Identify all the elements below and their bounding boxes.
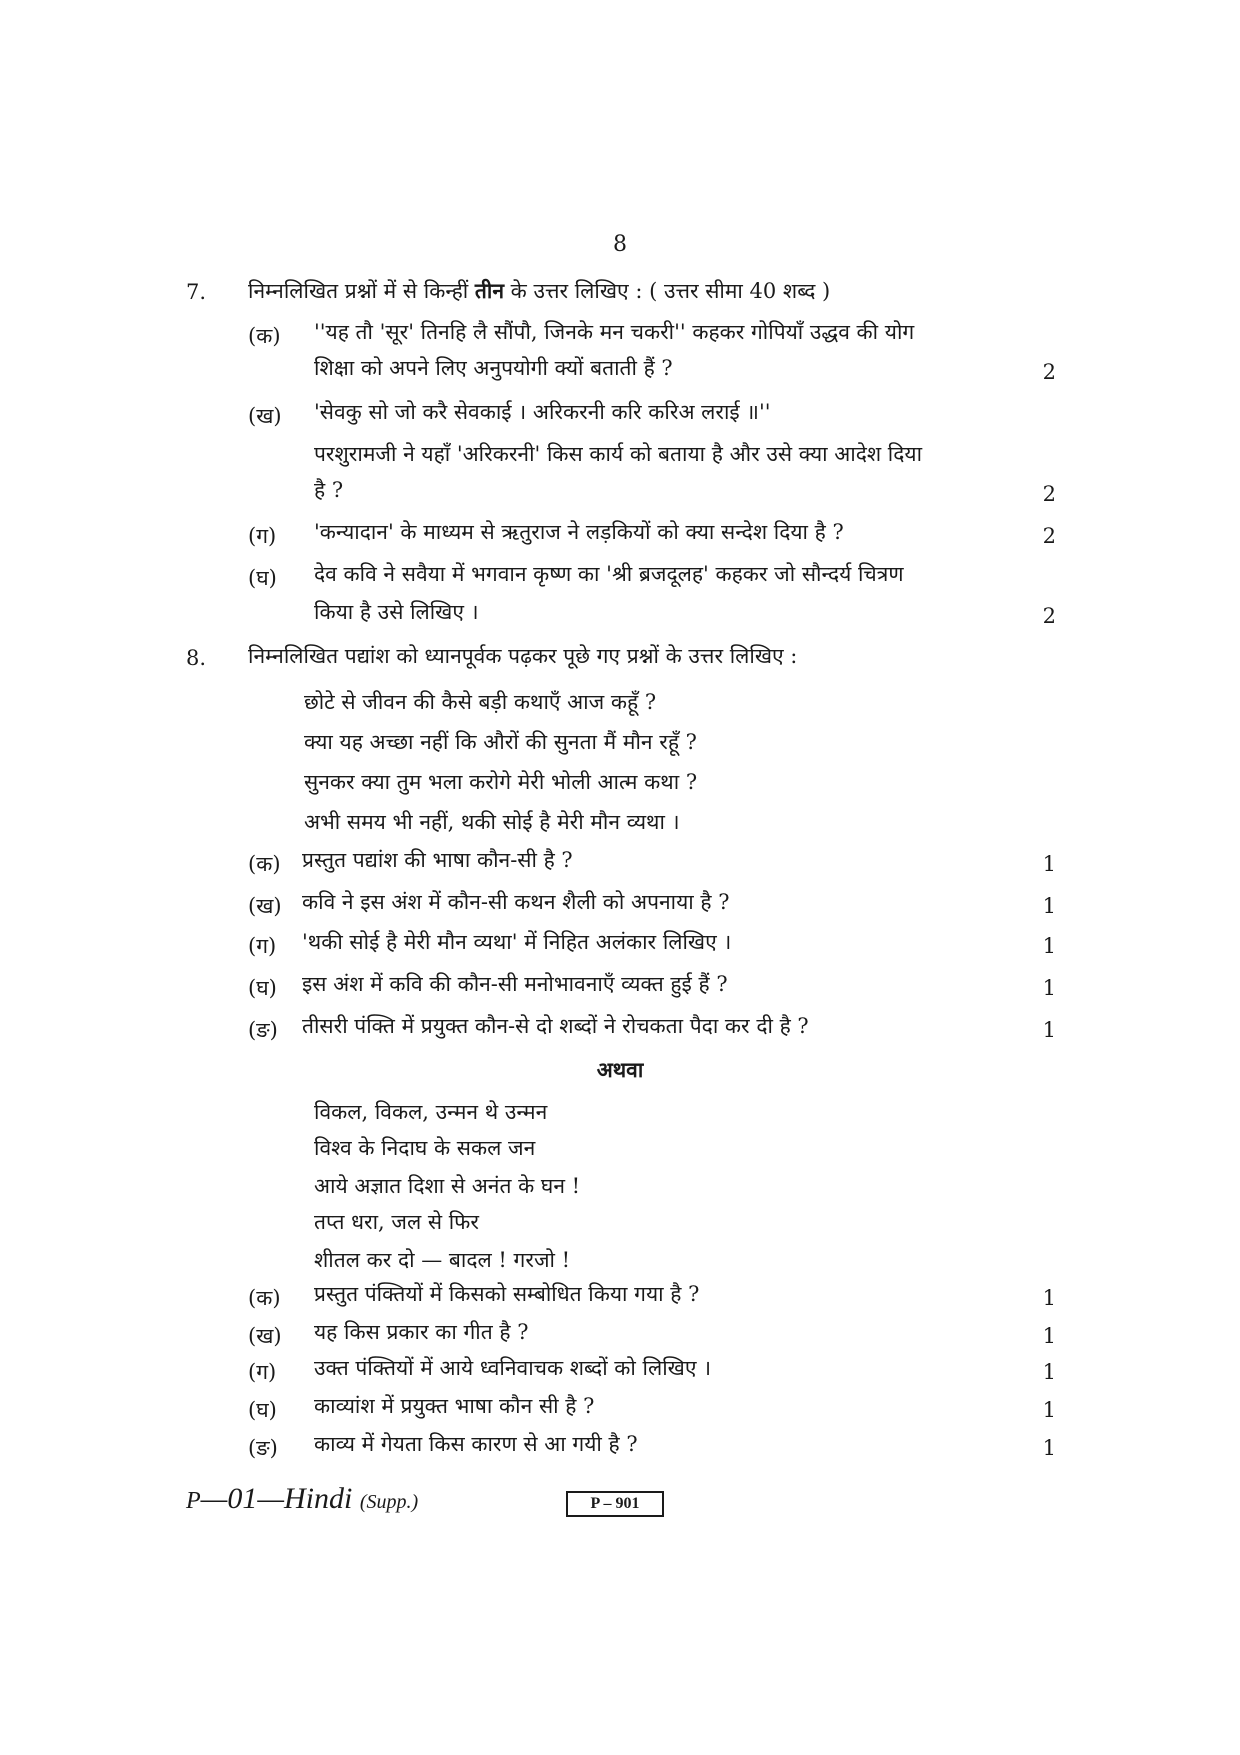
q8-part-nga-text: तीसरी पंक्ति में प्रयुक्त कौन-से दो शब्दों ने रोचकता पैदा कर दी है ? — [302, 1014, 809, 1038]
q8-part-kha-text: कवि ने इस अंश में कौन-सी कथन शैली को अपनाया है ? — [302, 890, 730, 914]
question-7-instruction: निम्नलिखित प्रश्नों में से किन्हीं तीन के उत्तर लिखिए : ( उत्तर सीमा 40 शब्द ) — [248, 278, 831, 303]
q7-part-ka-line2: शिक्षा को अपने लिए अनुपयोगी क्यों बताती हैं ? — [314, 356, 673, 380]
q8-part-kha-marks: 1 — [1042, 894, 1056, 918]
q8-poem-line: सुनकर क्या तुम भला करोगे मेरी भोली आत्म कथा ? — [304, 770, 698, 794]
q7-part-gha-line2: किया है उसे लिखिए । — [314, 600, 479, 624]
q8-alt-part-gha-label: (घ) — [248, 1398, 277, 1422]
q8-poem-line: क्या यह अच्छा नहीं कि औरों की सुनता मैं मौन रहूँ ? — [304, 730, 697, 754]
q8-alt-part-kha-text: यह किस प्रकार का गीत है ? — [314, 1320, 529, 1344]
q8-alt-part-ga-label: (ग) — [248, 1360, 277, 1384]
q7-part-gha-marks: 2 — [1042, 604, 1056, 628]
q8-poem-line: छोटे से जीवन की कैसे बड़ी कथाएँ आज कहूँ ? — [304, 690, 657, 714]
q7-part-kha-line3: है ? — [314, 478, 344, 502]
q8-alt-part-gha-text: काव्यांश में प्रयुक्त भाषा कौन सी है ? — [314, 1394, 595, 1418]
q7-part-ga-label: (ग) — [248, 524, 277, 548]
q7-part-ka-line1: ''यह तौ 'सूर' तिनहि लै सौंपौ, जिनके मन चकरी'' कहकर गोपियाँ उद्धव की योग — [314, 320, 915, 344]
q7-part-kha-label: (ख) — [248, 404, 282, 428]
page-number: 8 — [613, 232, 627, 257]
q8-alt-part-ka-text: प्रस्तुत पंक्तियों में किसको सम्बोधित किया गया है ? — [314, 1282, 700, 1306]
q8-part-nga-label: (ङ) — [248, 1018, 278, 1042]
q8-alt-poem-line: आये अज्ञात दिशा से अनंत के घन ! — [314, 1174, 581, 1198]
q8-part-ga-label: (ग) — [248, 934, 277, 958]
q7-part-gha-label: (घ) — [248, 566, 277, 590]
q8-part-gha-text: इस अंश में कवि की कौन-सी मनोभावनाएँ व्यक्त हुई हैं ? — [302, 972, 728, 996]
q8-alt-part-ka-label: (क) — [248, 1286, 281, 1310]
question-8-number: 8. — [186, 646, 207, 670]
q8-part-ka-label: (क) — [248, 852, 281, 876]
q8-part-nga-marks: 1 — [1042, 1018, 1056, 1042]
q7-part-ka-marks: 2 — [1042, 360, 1056, 384]
q8-part-ga-text: 'थकी सोई है मेरी मौन व्यथा' में निहित अलंकार लिखिए । — [302, 930, 732, 954]
q8-part-gha-label: (घ) — [248, 976, 277, 1000]
paper-code: P—01—Hindi (Supp.) — [186, 1482, 419, 1515]
q8-alt-part-kha-marks: 1 — [1042, 1324, 1056, 1348]
q7-part-gha-line1: देव कवि ने सवैया में भगवान कृष्ण का 'श्री ब्रजदूलह' कहकर जो सौन्दर्य चित्रण — [314, 562, 904, 586]
q8-part-ga-marks: 1 — [1042, 934, 1056, 958]
q8-alt-part-kha-label: (ख) — [248, 1324, 282, 1348]
q8-alt-part-nga-text: काव्य में गेयता किस कारण से आ गयी है ? — [314, 1432, 638, 1456]
question-8-instruction: निम्नलिखित पद्यांश को ध्यानपूर्वक पढ़कर पूछे गए प्रश्नों के उत्तर लिखिए : — [248, 644, 798, 668]
q7-part-kha-marks: 2 — [1042, 482, 1056, 506]
q8-part-kha-label: (ख) — [248, 894, 282, 918]
q8-part-gha-marks: 1 — [1042, 976, 1056, 1000]
q8-alt-poem-line: शीतल कर दो — बादल ! गरजो ! — [314, 1248, 571, 1272]
q7-part-kha-line2: परशुरामजी ने यहाँ 'अरिकरनी' किस कार्य को बताया है और उसे क्या आदेश दिया — [314, 442, 923, 466]
q8-alt-part-gha-marks: 1 — [1042, 1398, 1056, 1422]
question-7-number: 7. — [186, 280, 207, 304]
q8-alt-poem-line: तप्त धरा, जल से फिर — [314, 1210, 479, 1234]
q8-alt-part-nga-marks: 1 — [1042, 1436, 1056, 1460]
q7-part-kha-line1: 'सेवकु सो जो करै सेवकाई । अरिकरनी करि करिअ लराई ॥'' — [314, 400, 771, 424]
q8-alt-part-nga-label: (ङ) — [248, 1436, 278, 1460]
q7-part-ka-label: (क) — [248, 324, 281, 348]
q7-part-ga-line1: 'कन्यादान' के माध्यम से ऋतुराज ने लड़कियों को क्या सन्देश दिया है ? — [314, 520, 844, 544]
or-heading: अथवा — [596, 1057, 644, 1082]
q8-alt-poem-line: विकल, विकल, उन्मन थे उन्मन — [314, 1100, 548, 1124]
q8-alt-part-ka-marks: 1 — [1042, 1286, 1056, 1310]
q8-alt-part-ga-text: उक्त पंक्तियों में आये ध्वनिवाचक शब्दों को लिखिए । — [314, 1356, 712, 1380]
paper-code-box: P – 901 — [566, 1491, 664, 1517]
q8-part-ka-text: प्रस्तुत पद्यांश की भाषा कौन-सी है ? — [302, 848, 573, 872]
q8-alt-part-ga-marks: 1 — [1042, 1360, 1056, 1384]
q8-poem-line: अभी समय भी नहीं, थकी सोई है मेरी मौन व्यथा । — [304, 810, 680, 834]
q8-alt-poem-line: विश्व के निदाघ के सकल जन — [314, 1136, 536, 1160]
q8-part-ka-marks: 1 — [1042, 852, 1056, 876]
q7-part-ga-marks: 2 — [1042, 524, 1056, 548]
